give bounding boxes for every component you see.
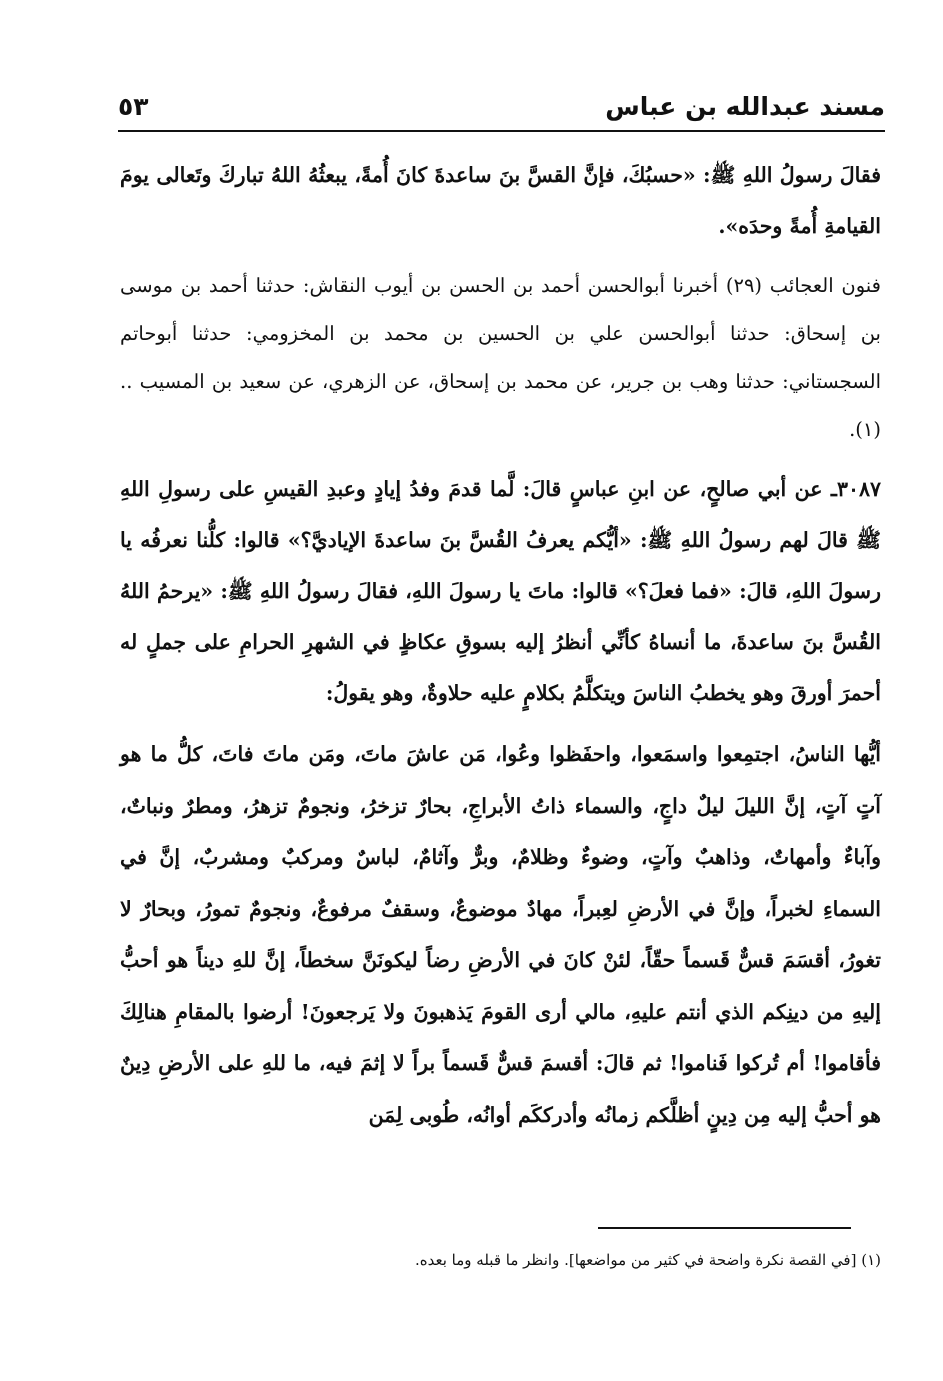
page-header [118, 88, 885, 132]
paragraph-isnad: فنون العجائب (٢٩) أخبرنا أبوالحسن أحمد بن الحسن بن أيوب النقاش: حدثنا أحمد بن موسى بن إسحاق: حدثنا أبوالحسن علي بن الحسين بن محمد بن المخزومي: حدثنا أبوحاتم السجستاني: حدثنا وهب بن جرير، عن محمد بن إسحاق، عن الزهري، عن سعيد بن المسيب .. (١). [120, 274, 881, 441]
footnote-separator [598, 1227, 851, 1229]
running-title: مسند عبدالله بن عباس [605, 92, 885, 121]
body-text [120, 150, 881, 1141]
paragraph-hadith-end: فقالَ رسولُ اللهِ ﷺ: «حسبُكَ، فإنَّ القسَّ بنَ ساعدةَ كانَ أُمةً، يبعثُهُ اللهُ تباركَ وتَعالى يومَ القيامةِ أُمةً وحدَه». [120, 163, 881, 238]
footnote: (١) [في القصة نكرة واضحة في كثير من مواضعها]. وانظر ما قبله وما بعده. [415, 1251, 881, 1269]
paragraph-sermon: أيُّها الناسُ، اجتمِعوا واسمَعوا، واحفَظوا وعُوا، مَن عاشَ ماتَ، ومَن ماتَ فاتَ، كلُّ ما هو آتٍ آتٍ، إنَّ الليلَ ليلٌ داجٍ، والسماء ذاتُ الأبراجِ، بحارٌ تزخرُ، ونجومٌ تزهرُ، ومطرٌ ونباتٌ، وآباءٌ وأمهاتٌ، وذاهبٌ وآتٍ، وضوءٌ وظلامٌ، وبرٌّ وآثامٌ، لباسٌ ومركبٌ ومشربٌ، إنَّ في السماءِ لخبراً، وإنَّ في الأرضِ لعِبراً، مهادٌ موضوعٌ، وسقفٌ مرفوعٌ، ونجومٌ تمورُ، وبحارٌ لا تغورُ، أقسَمَ قسٌّ قَسماً حقّاً، لئنْ كانَ في الأرضِ رضاً ليكونَنَّ سخطاً، إنَّ للهِ ديناً هو أحبُّ إليهِ من دينِكم الذي أنتم عليهِ، مالي أرى القومَ يَذهبونَ ولا يَرجعونَ! أرضوا بالمقامِ هنالِكَ فأقاموا! أم تُركوا فَناموا! ثم قالَ: أقسمَ قسٌّ قَسماً براً لا إثمَ فيه، ما للهِ على الأرضِ دِينٌ هو أحبُّ إليه مِن دِينٍ أظلَّكم زمانُه وأدرككَم أوانُه، طُوبى لِمَن [120, 742, 881, 1127]
page-number: ٥٣ [118, 92, 149, 121]
paragraph-hadith-3087: ٣٠٨٧ـ عن أبي صالحٍ، عن ابنِ عباسٍ قالَ: لَّما قدمَ وفدُ إيادٍ وعبدِ القيسِ على رسولِ اللهِ ﷺ قالَ لهم رسولُ اللهِ ﷺ: «أيُّكم يعرفُ القُسَّ بنَ ساعدةَ الإياديَّ؟» قالوا: كلُّنا نعرفُه يا رسولَ اللهِ، قالَ: «فما فعلَ؟» قالوا: ماتَ يا رسولَ اللهِ، فقالَ رسولُ اللهِ ﷺ: «يرحمُ اللهُ القُسَّ بنَ ساعدةَ، ما أنساهُ كأنِّي أنظرُ إليه بسوقِ عكاظٍ في الشهرِ الحرامِ على جملٍ له أحمرَ أورقَ وهو يخطبُ الناسَ ويتكلَّمُ بكلامٍ عليه حلاوةٌ، وهو يقولُ: [120, 477, 881, 705]
